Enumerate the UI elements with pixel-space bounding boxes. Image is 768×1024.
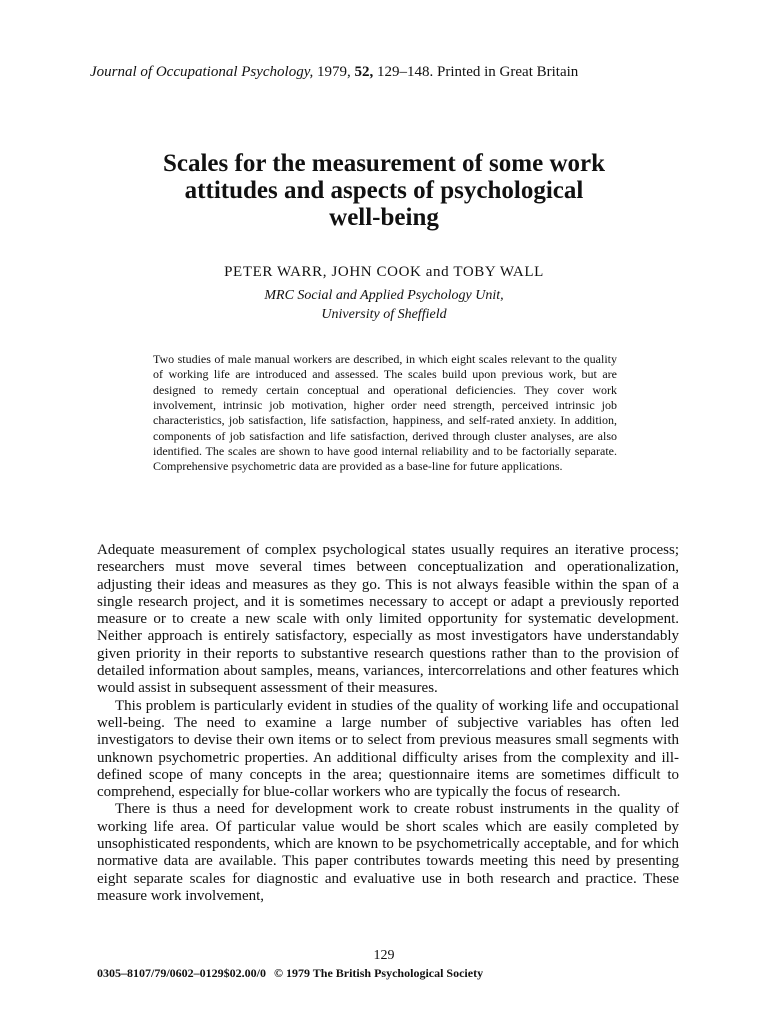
journal-volume: 52, [354,64,374,80]
footer [97,966,697,981]
paragraph-1: Adequate measurement of complex psychological states usually requires an iterative process; researchers must move several times between conceptualization and operationalization, adjusting their ideas and measures as they go. This is not always feasible within the span of a single research project, and it is sometimes necessary to accept or adapt a previously reported measure or to create a new scale with only limited opportunity for systematic development. Neither approach is entirely satisfactory, especially as most investigators have understandably given priority in their reports to substantive research questions rather than to the provision of detailed information about samples, means, variances, intercorrelations and other features which would assist in subsequent assessment of their measures. [97,542,679,697]
title-line-3: well-being [329,204,439,231]
paragraph-3: There is thus a need for development work to create robust instruments in the quality of working life area. Of particular value would be short scales which are easily completed by unsophisticated respondents, which are known to be psychometrically acceptable, and for which normative data are available. This paper contributes towards meeting this need by presenting eight separate scales for diagnostic and evaluative use in both research and practice. These measure work involvement, [97,801,679,904]
title-line-1: Scales for the measurement of some work [162,150,606,177]
copyright-notice: © 1979 The British Psychological Society [274,966,484,980]
affiliation [80,286,688,324]
article-title [80,150,688,231]
affiliation-line-2: University of Sheffield [321,307,447,322]
abstract: Two studies of male manual workers are described, in which eight scales relevant to the quality of working life are introduced and assessed. The scales build upon previous work, but are designed to remedy certain conceptual and operational deficiencies. They cover work involvement, intrinsic job motivation, higher order need strength, perceived intrinsic job characteristics, job satisfaction, life satisfaction, happiness, and self-rated anxiety. In addition, components of job satisfaction and life satisfaction, derived through cluster analyses, are also identified. The scales are shown to have good internal reliability and to be factorially separate. Comprehensive psychometric data are provided as a base-line for future applications. [153,352,617,474]
affiliation-line-1: MRC Social and Applied Psychology Unit, [264,288,504,303]
journal-year: 1979, [317,64,351,80]
body-text [97,542,679,905]
journal-header [90,64,690,81]
article-code: 0305–8107/79/0602–0129$02.00/0 [97,966,267,980]
printed-note: Printed in Great Britain [437,64,579,80]
author-list: PETER WARR, JOHN COOK and TOBY WALL [224,264,544,280]
journal-name: Journal of Occupational Psychology, [90,64,314,80]
paragraph-2: This problem is particularly evident in studies of the quality of working life and occupational well-being. The need to examine a large number of subjective variables has often led investigators to devise their own items or to select from previous measures small segments with unknown psychometric properties. An additional difficulty arises from the complexity and ill-defined scope of many concepts in the area; questionnaire items are sometimes difficult to comprehend, especially for blue-collar workers who are typically the focus of research. [97,697,679,801]
journal-pages: 129–148. [377,64,434,80]
title-line-2: attitudes and aspects of psychological [184,177,584,204]
page-number: 129 [373,948,395,963]
